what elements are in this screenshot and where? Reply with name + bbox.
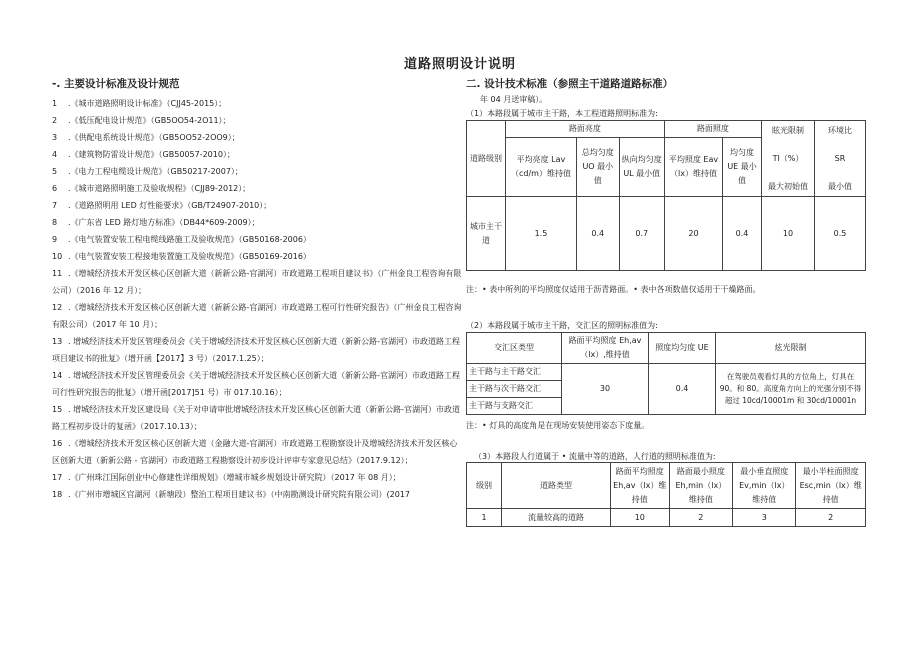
reference-item bbox=[52, 146, 462, 163]
reference-number: 10 bbox=[52, 252, 63, 261]
road-lighting-table bbox=[466, 120, 866, 271]
section-heading-technical: 二. 设计技术标准（参照主干道路道路标准） bbox=[466, 78, 674, 90]
th-glare2: 炫光限制 bbox=[716, 333, 866, 364]
reference-item bbox=[52, 333, 462, 367]
reference-number: 5 bbox=[52, 167, 58, 176]
reference-item bbox=[52, 129, 462, 146]
intro-tail: 年 04 月送审稿）。 bbox=[480, 95, 548, 104]
reference-number: 16 bbox=[52, 439, 63, 448]
cell-lav: 1.5 bbox=[506, 197, 577, 271]
reference-text: .《道路照明用 LED 灯性能要求》（GB/T24907-2010）； bbox=[68, 201, 272, 210]
reference-number: 7 bbox=[52, 201, 58, 210]
cell-evmin: 3 bbox=[733, 509, 796, 527]
cell-ul: 0.7 bbox=[619, 197, 664, 271]
reference-text: .《广州市增城区官湖河（新塘段）整治工程项目建议书》（中南勘测设计研究院有限公司）(2017 bbox=[68, 490, 411, 499]
reference-text: .《建筑物防雷设计规范》（GB50057-2010）； bbox=[68, 150, 235, 159]
cell-roadtype: 流量较高的道路 bbox=[502, 509, 611, 527]
cell-ti: 10 bbox=[762, 197, 815, 271]
reference-text: . 增城经济技术开发区建设局《关于对申请审批增城经济技术开发区核心区创新大道（新新公路-官湖河）市政道路工程初步设计的复函》（2017.10.13）； bbox=[52, 405, 460, 431]
intersection-table bbox=[466, 332, 866, 415]
reference-text: .《广东省 LED 路灯地方标准》（DB44*609-2009）； bbox=[68, 218, 260, 227]
th-eav: 平均照度 Eav（lx）维持值 bbox=[664, 138, 722, 197]
reference-text: .《增城经济技术开发区核心区创新大道（新新公路-官湖河）市政道路工程可行性研究报告》（广州金良工程咨询有限公司）（2017 年 10 月）； bbox=[52, 303, 462, 329]
cell-escmin: 2 bbox=[796, 509, 866, 527]
th-level: 级别 bbox=[467, 463, 502, 509]
reference-number: 15 bbox=[52, 405, 63, 414]
th-illuminance: 路面照度 bbox=[664, 121, 761, 138]
reference-item bbox=[52, 299, 462, 333]
cell-road: 城市主干道 bbox=[467, 197, 506, 271]
reference-text: .《电气装置安装工程电缆线路施工及验收规范》（GB50168-2006） bbox=[68, 235, 311, 244]
reference-item bbox=[52, 367, 462, 401]
cell-eav: 20 bbox=[664, 197, 722, 271]
reference-number: 14 bbox=[52, 371, 63, 380]
standards-section bbox=[52, 76, 462, 503]
reference-number: 2 bbox=[52, 116, 58, 125]
cell-ue: 0.4 bbox=[723, 197, 762, 271]
section-heading-standards: -. 主要设计标准及设计规范 bbox=[52, 78, 180, 90]
th-evmin: 最小垂直照度 Ev,min（lx）维持值 bbox=[733, 463, 796, 509]
row-main-branch: 主干路与支路交汇 bbox=[467, 398, 562, 415]
reference-item bbox=[52, 486, 462, 503]
reference-item bbox=[52, 469, 462, 486]
th-type: 交汇区类型 bbox=[467, 333, 562, 364]
reference-text: .《增城经济技术开发区核心区创新大道（新新公路-官湖河）市政道路工程项目建议书》（广州金良工程咨询有限公司）（2016 年 12 月）； bbox=[52, 269, 462, 295]
cell-ue2: 0.4 bbox=[649, 364, 716, 415]
reference-item bbox=[52, 401, 462, 435]
para-1: （1）本路段属于城市主干路，本工程道路照明标准为: bbox=[466, 109, 658, 118]
cell-uo: 0.4 bbox=[576, 197, 619, 271]
cell-eh: 10 bbox=[611, 509, 670, 527]
reference-number: 17 bbox=[52, 473, 63, 482]
note-2: 注：• 灯具的高度角是在现场安装使用姿态下度量。 bbox=[466, 421, 650, 430]
reference-item bbox=[52, 214, 462, 231]
para-3: （3）本路段人行道属于 • 流量中等的道路，人行道的照明标准值为: bbox=[474, 452, 716, 461]
reference-item bbox=[52, 95, 462, 112]
th-ehmin: 路面最小照度 Eh,min（lx）维持值 bbox=[669, 463, 733, 509]
reference-item bbox=[52, 197, 462, 214]
reference-number: 18 bbox=[52, 490, 63, 499]
reference-item bbox=[52, 231, 462, 248]
th-ue: 均匀度 UE 最小值 bbox=[723, 138, 762, 197]
reference-item bbox=[52, 112, 462, 129]
reference-number: 11 bbox=[52, 269, 63, 278]
reference-list bbox=[52, 95, 462, 503]
reference-item bbox=[52, 435, 462, 469]
reference-item bbox=[52, 248, 462, 265]
row-main-main: 主干路与主干路交汇 bbox=[467, 364, 562, 381]
th-glare: 眩光限制 TI（%） 最大初始值 bbox=[762, 121, 815, 197]
note-1: 注：• 表中所列的平均照度仅适用于沥青路面。• 表中各项数值仅适用于干燥路面。 bbox=[466, 285, 761, 294]
para-2: （2）本路段属于城市主干路，交汇区的照明标准值为: bbox=[466, 321, 658, 330]
cell-sr: 0.5 bbox=[815, 197, 866, 271]
reference-text: .《城市道路照明施工及验收规程》（CJJ89-2012）； bbox=[68, 184, 251, 193]
reference-item bbox=[52, 265, 462, 299]
reference-number: 9 bbox=[52, 235, 58, 244]
reference-number: 12 bbox=[52, 303, 63, 312]
th-uo: 总均匀度 UO 最小值 bbox=[576, 138, 619, 197]
reference-number: 1 bbox=[52, 99, 58, 108]
reference-number: 6 bbox=[52, 184, 58, 193]
th-ue2: 照度均匀度 UE bbox=[649, 333, 716, 364]
reference-text: .《城市道路照明设计标准》（CJJ45-2015）； bbox=[68, 99, 227, 108]
th-env: 环境比 SR 最小值 bbox=[815, 121, 866, 197]
reference-number: 3 bbox=[52, 133, 58, 142]
th-eh: 路面平均照度 Eh,av（lx）维持值 bbox=[611, 463, 670, 509]
reference-number: 8 bbox=[52, 218, 58, 227]
th-road: 道路级别 bbox=[467, 121, 506, 197]
page-title: 道路照明设计说明 bbox=[403, 57, 516, 72]
cell-ehav: 30 bbox=[562, 364, 649, 415]
cell-glare: 在驾驶员观看灯具的方位角上，灯具在 90。和 80。高度角方向上的光强分别不得超过 10cd/10001m 和 30cd/10001n bbox=[716, 364, 866, 415]
reference-text: .《电气装置安装工程接地装置施工及验收规范》（GB50169-2016） bbox=[68, 252, 311, 261]
cell-level: 1 bbox=[467, 509, 502, 527]
th-ehav: 路面平均照度 Eh,av（lx）,维持值 bbox=[562, 333, 649, 364]
reference-text: . 增城经济技术开发区管理委员会《关于增城经济技术开发区核心区创新大道（新新公路-官湖河）市政道路工程可行性研究报告的批复》（增开函[2017]51 号）市 017.10.16）； bbox=[52, 371, 460, 397]
reference-text: .《增城经济技术开发区核心区创新大道（金融大道-官湖河）市政道路工程勘察设计及增城经济技术开发区核心区创新大道（新新公路 - 官湖河）市政道路工程勘察设计初步设计评审专家意见总结》（2017.9.12）； bbox=[52, 439, 458, 465]
th-roadtype: 道路类型 bbox=[502, 463, 611, 509]
reference-number: 13 bbox=[52, 337, 63, 346]
reference-text: .《低压配电设计规范》（GB5OO54-2O11）； bbox=[68, 116, 231, 125]
reference-text: .《供配电系统设计规范》（GB5OO52-2OO9）； bbox=[68, 133, 240, 142]
th-escmin: 最小半柱面照度 Esc,min（lx）维持值 bbox=[796, 463, 866, 509]
reference-item bbox=[52, 180, 462, 197]
sidewalk-table bbox=[466, 462, 866, 527]
reference-item bbox=[52, 163, 462, 180]
th-luminance: 路面亮度 bbox=[506, 121, 665, 138]
th-lav: 平均亮度 Lav（cd/m）维持值 bbox=[506, 138, 577, 197]
reference-text: .《广州珠江国际创业中心修建性详细规划》（增城市城乡规划设计研究院）（2017 年 08 月）； bbox=[68, 473, 401, 482]
th-ul: 纵向均匀度 UL 最小值 bbox=[619, 138, 664, 197]
reference-text: . 增城经济技术开发区管理委员会《关于增城经济技术开发区核心区创新大道（新新公路-官湖河）市政道路工程项目建议书的批复》（增开函【2017】3 号）（2017.1.25）； bbox=[52, 337, 460, 363]
reference-text: .《电力工程电缆设计规范》（GB50217-2007）； bbox=[68, 167, 243, 176]
reference-number: 4 bbox=[52, 150, 58, 159]
cell-ehmin: 2 bbox=[669, 509, 733, 527]
row-main-secondary: 主干路与次干路交汇 bbox=[467, 381, 562, 398]
